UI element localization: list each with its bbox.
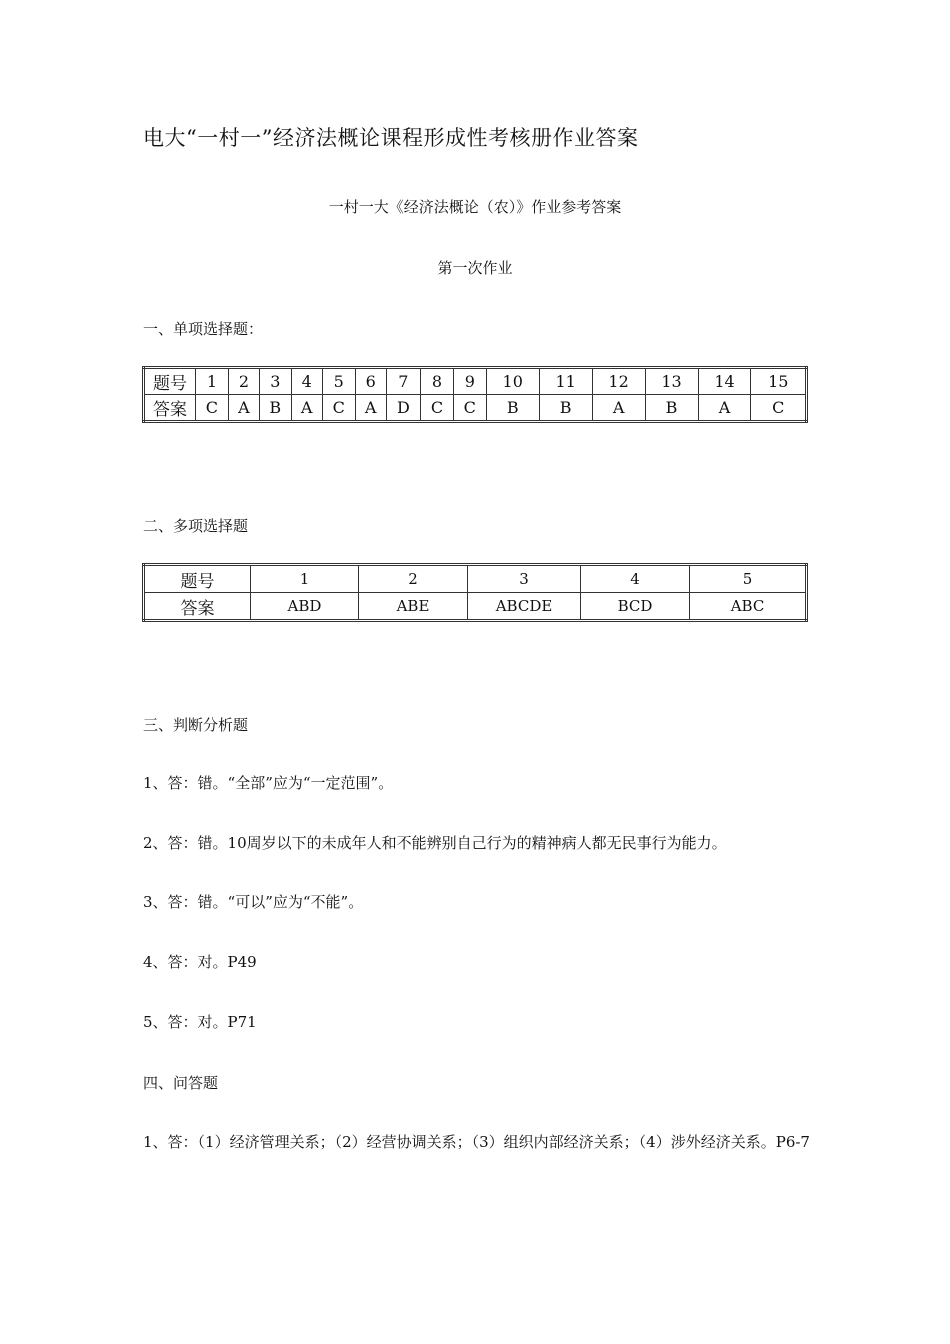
- row-label: 答案: [144, 593, 251, 621]
- answer-cell: C: [196, 395, 229, 422]
- question-number: 2: [228, 368, 259, 395]
- question-number: 2: [359, 565, 468, 593]
- answer-cell: C: [751, 395, 807, 422]
- question-number: 11: [539, 368, 592, 395]
- question-number: 6: [355, 368, 386, 395]
- judgment-answer: 3、答：错。“可以”应为“不能”。: [143, 893, 364, 911]
- answer-cell: B: [486, 395, 539, 422]
- answer-cell: C: [453, 395, 486, 422]
- question-number: 9: [453, 368, 486, 395]
- answer-cell: ABC: [690, 593, 807, 621]
- answer-cell: D: [386, 395, 420, 422]
- table-row: [144, 395, 807, 422]
- answer-cell: A: [592, 395, 645, 422]
- single-choice-table: [142, 366, 808, 423]
- question-number: 1: [196, 368, 229, 395]
- answer-cell: A: [355, 395, 386, 422]
- answer-cell: B: [259, 395, 291, 422]
- question-number: 8: [421, 368, 454, 395]
- question-number: 14: [698, 368, 751, 395]
- document-subtitle: 一村一大《经济法概论（农）》作业参考答案: [328, 198, 622, 216]
- multiple-choice-table: [142, 563, 808, 622]
- answer-cell: B: [645, 395, 698, 422]
- answer-cell: ABE: [359, 593, 468, 621]
- question-number: 4: [291, 368, 322, 395]
- question-number: 5: [322, 368, 355, 395]
- section2-heading: 二、多项选择题: [143, 517, 249, 535]
- table-row: [144, 565, 807, 593]
- judgment-answer: 5、答：对。P71: [143, 1013, 257, 1031]
- question-number: 1: [251, 565, 359, 593]
- row-label: 答案: [144, 395, 196, 422]
- table-row: [144, 368, 807, 395]
- section3-heading: 三、判断分析题: [143, 716, 249, 734]
- judgment-answer: 2、答：错。10周岁以下的未成年人和不能辨别自己行为的精神病人都无民事行为能力。: [143, 834, 727, 852]
- question-number: 15: [751, 368, 807, 395]
- answer-cell: ABCDE: [468, 593, 581, 621]
- row-label: 题号: [144, 368, 196, 395]
- judgment-answer: 1、答：错。“全部”应为“一定范围”。: [143, 774, 394, 792]
- answer-cell: C: [421, 395, 454, 422]
- table-row: [144, 593, 807, 621]
- answer-cell: A: [291, 395, 322, 422]
- document-title: 电大“一村一”经济法概论课程形成性考核册作业答案: [143, 126, 639, 150]
- question-number: 10: [486, 368, 539, 395]
- section4-heading: 四、问答题: [143, 1074, 219, 1092]
- answer-cell: A: [228, 395, 259, 422]
- question-number: 3: [259, 368, 291, 395]
- question-number: 13: [645, 368, 698, 395]
- answer-cell: C: [322, 395, 355, 422]
- question-number: 4: [581, 565, 690, 593]
- answer-cell: B: [539, 395, 592, 422]
- answer-cell: BCD: [581, 593, 690, 621]
- section1-heading: 一、单项选择题：: [143, 320, 264, 338]
- answer-cell: A: [698, 395, 751, 422]
- question-number: 3: [468, 565, 581, 593]
- homework-heading: 第一次作业: [437, 259, 513, 277]
- question-number: 7: [386, 368, 420, 395]
- answer-cell: ABD: [251, 593, 359, 621]
- question-number: 5: [690, 565, 807, 593]
- judgment-answer: 4、答：对。P49: [143, 953, 257, 971]
- question-number: 12: [592, 368, 645, 395]
- qa-answer: 1、答：（1）经济管理关系；（2）经营协调关系；（3）组织内部经济关系；（4）涉外经济关系。P6-7: [143, 1133, 810, 1151]
- row-label: 题号: [144, 565, 251, 593]
